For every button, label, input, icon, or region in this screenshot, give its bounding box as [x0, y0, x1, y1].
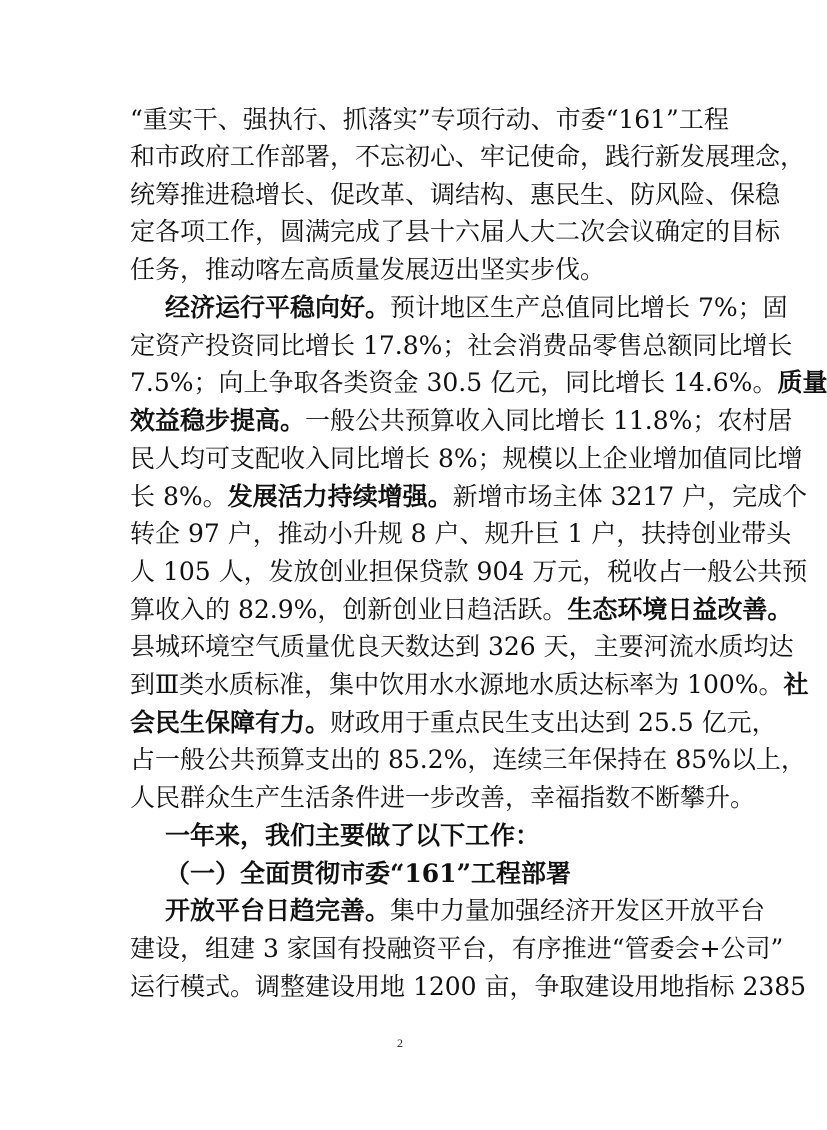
text-line: 长 8%。发展活力持续增强。新增市场主体 3217 户，完成个 [130, 482, 808, 511]
text-line: “重实干、强执行、抓落实”专项行动、市委“161”工程 [130, 105, 729, 134]
text-line: 占一般公共预算支出的 85.2%，连续三年保持在 85%以上， [130, 745, 806, 774]
text-line: 会民生保障有力。财政用于重点民生支出达到 25.5 亿元， [130, 708, 777, 737]
section-heading-inline: 经济运行平稳向好。 [165, 293, 391, 322]
page-number: 2 [397, 1036, 403, 1050]
section-heading-inline: 开放平台日趋完善。 [165, 896, 391, 925]
section-heading-inline: 会民生保障有力。 [130, 708, 331, 737]
text-line: 7.5%；向上争取各类资金 30.5 亿元，同比增长 14.6%。质量 [130, 368, 827, 397]
text-line: 转企 97 户，推动小升规 8 户、规升巨 1 户，扶持创业带头 [130, 519, 792, 548]
text-line: 开放平台日趋完善。集中力量加强经济开发区开放平台 [165, 896, 766, 925]
section-heading-inline: 社 [783, 670, 809, 699]
text-line: 经济运行平稳向好。预计地区生产总值同比增长 7%；固 [165, 293, 788, 322]
text-line: 民人均可支配收入同比增长 8%；规模以上企业增加值同比增 [130, 444, 803, 473]
text-line: 定各项工作，圆满完成了县十六届人大二次会议确定的目标 [130, 217, 781, 246]
text-line: 定资产投资同比增长 17.8%；社会消费品零售总额同比增长 [130, 331, 793, 360]
text-line: 县城环境空气质量优良天数达到 326 天，主要河流水质均达 [130, 632, 794, 661]
section-heading: （一）全面贯彻市委“161”工程部署 [165, 859, 571, 888]
section-heading-inline: 发展活力持续增强。 [227, 482, 453, 511]
text-line: 到Ⅲ类水质标准，集中饮用水水源地水质达标率为 100%。社 [130, 670, 809, 699]
section-heading-inline: 效益稳步提高。 [130, 406, 306, 435]
text-line: 运行模式。调整建设用地 1200 亩，争取建设用地指标 2385 [130, 972, 807, 1001]
section-heading: 一年来，我们主要做了以下工作： [165, 821, 541, 850]
section-heading-inline: 生态环境日益改善。 [567, 595, 793, 624]
text-line: 人民群众生产生活条件进一步改善，幸福指数不断攀升。 [130, 783, 756, 812]
text-line: 算收入的 82.9%，创新创业日趋活跃。生态环境日益改善。 [130, 595, 793, 624]
text-line: 统筹推进稳增长、促改革、调结构、惠民生、防风险、保稳 [130, 180, 781, 209]
text-line: 和市政府工作部署，不忘初心、牢记使命，践行新发展理念， [130, 142, 806, 171]
text-line: 任务，推动喀左高质量发展迈出坚实步伐。 [130, 255, 606, 284]
text-line: 人 105 人，发放创业担保贷款 904 万元，税收占一般公共预 [130, 557, 808, 586]
text-line: 建设，组建 3 家国有投融资平台，有序推进“管委会+公司” [130, 934, 784, 963]
section-heading-inline: 质量 [777, 368, 827, 397]
text-line: 效益稳步提高。一般公共预算收入同比增长 11.8%；农村居 [130, 406, 793, 435]
